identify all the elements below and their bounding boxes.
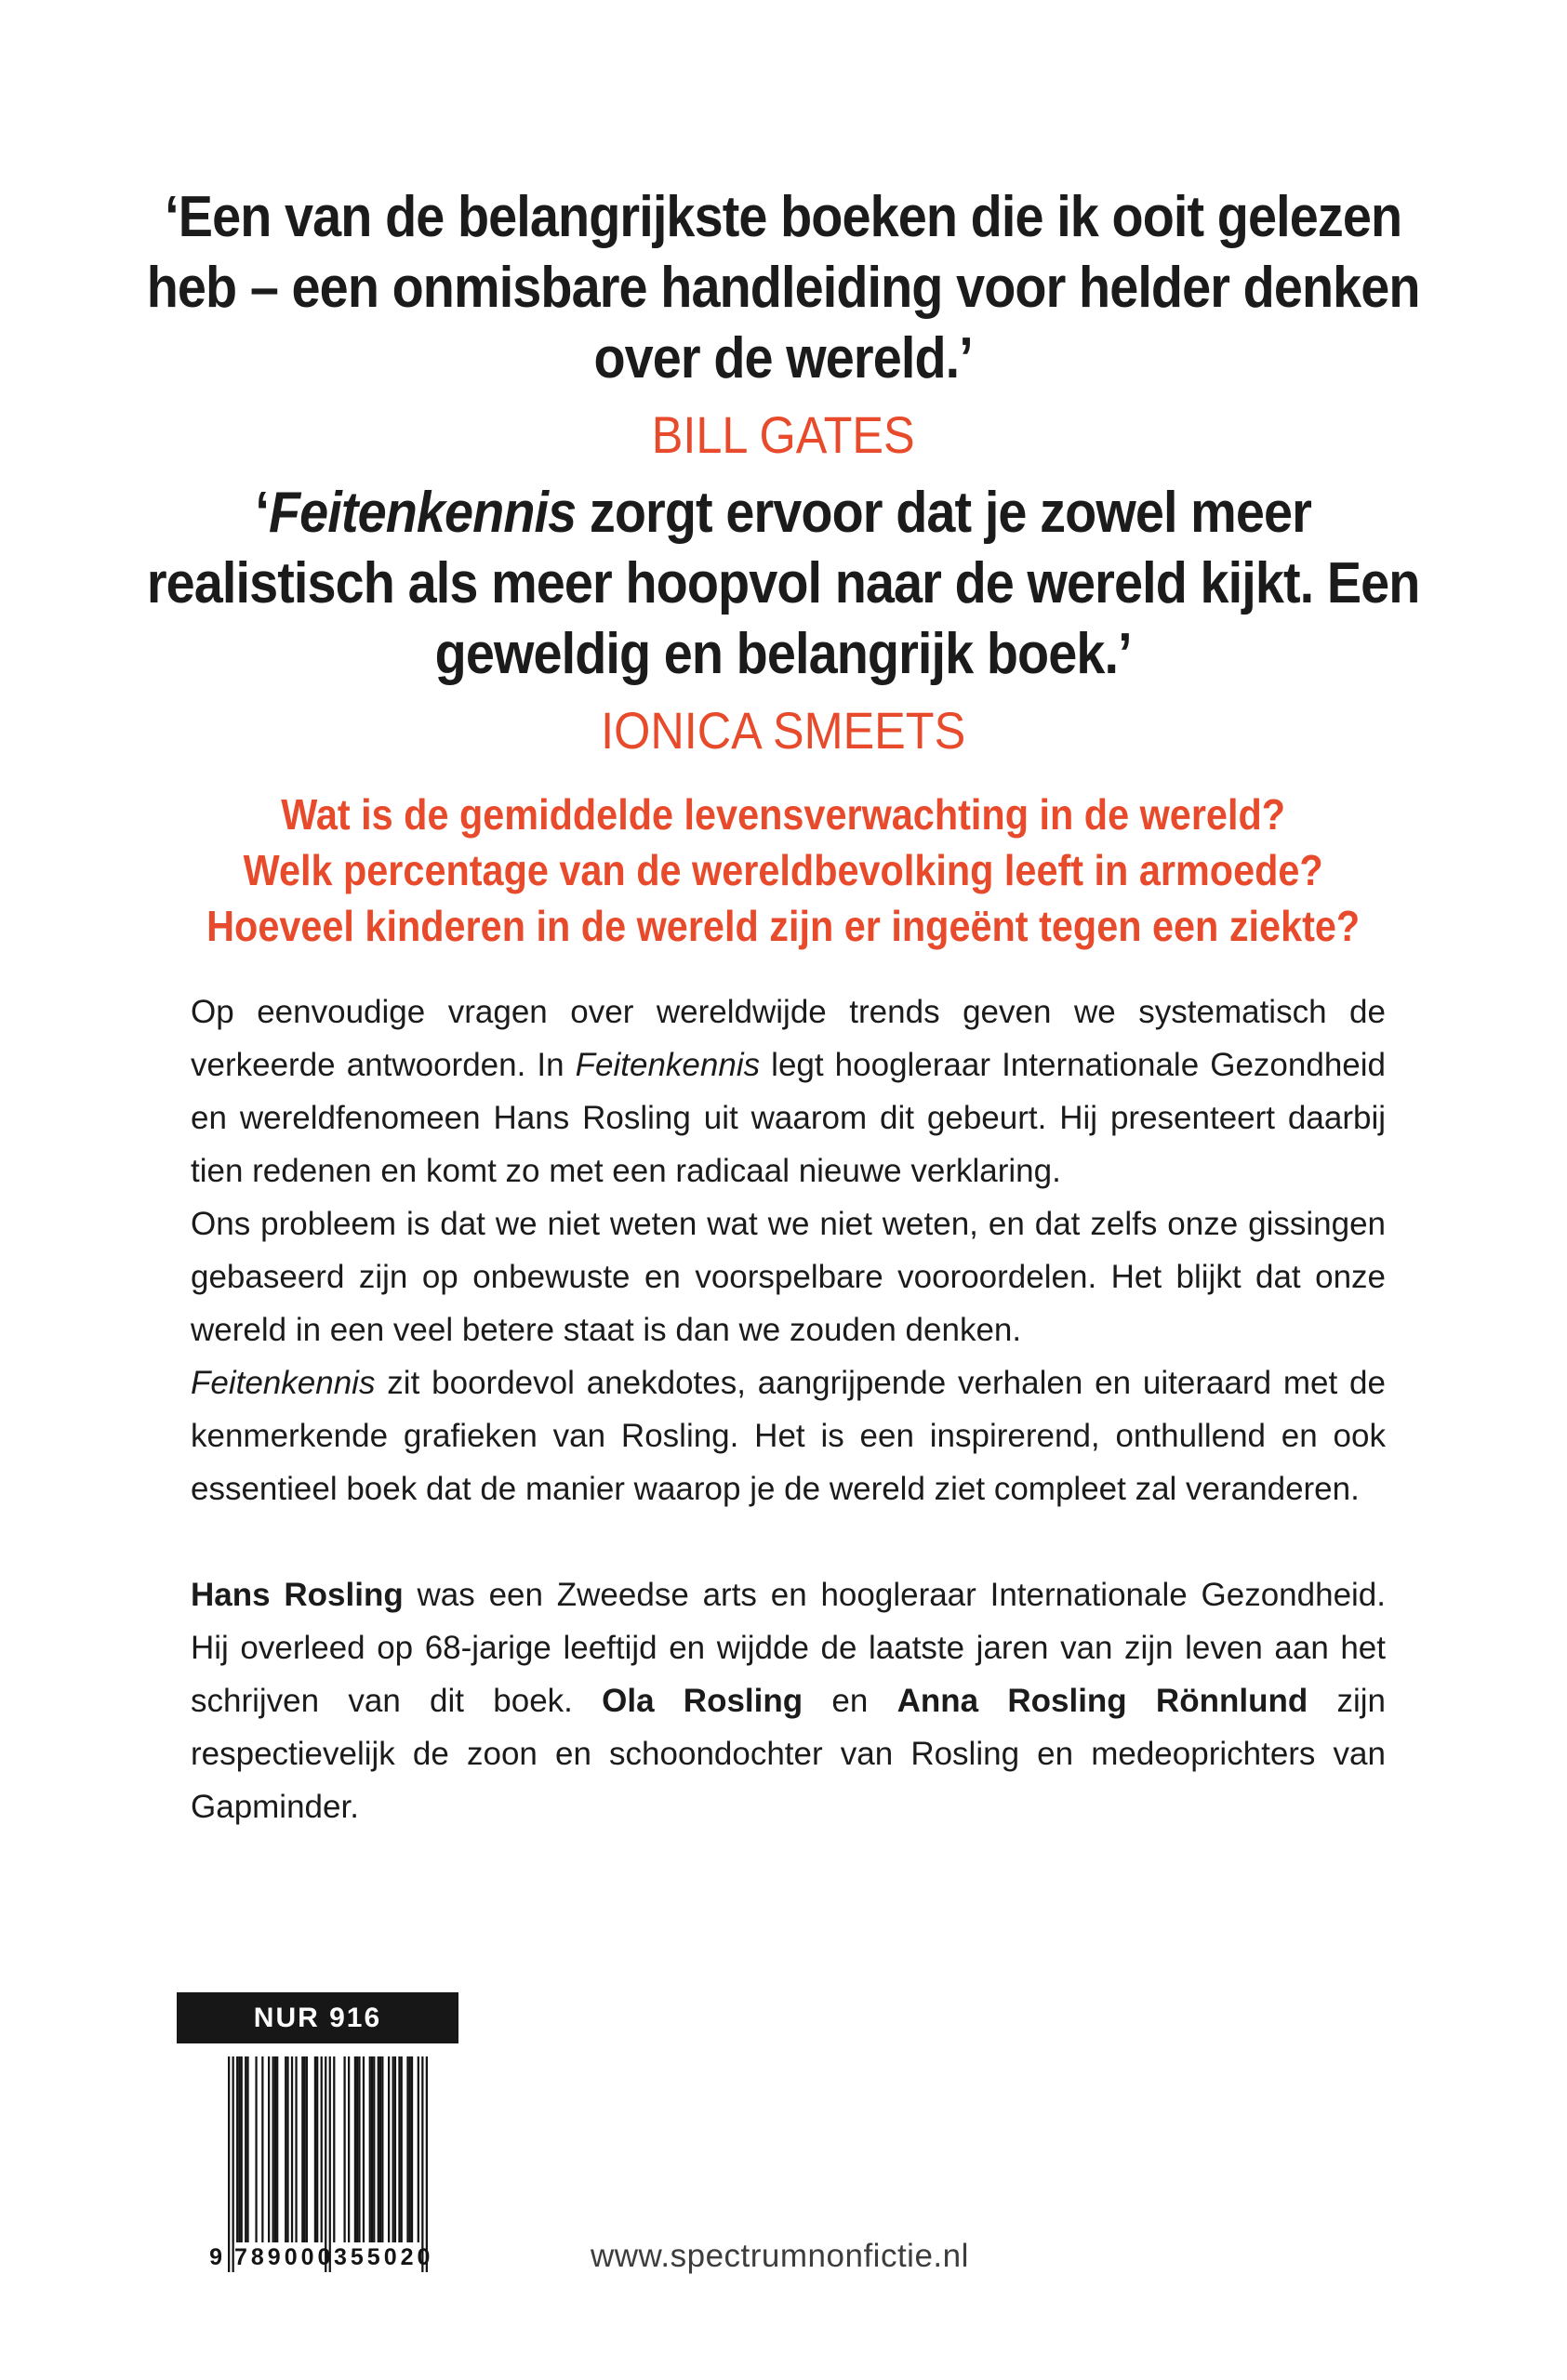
barcode-digit-group-1: 789000	[234, 2244, 335, 2270]
barcode-digits	[209, 2242, 434, 2272]
barcode	[209, 2056, 434, 2272]
quote-text: ‘Een van de belangrijkste boeken die ik ooit gelezen heb – een onmisbare handleiding voor helder denken over de wereld.’	[147, 185, 1420, 390]
quote-text: ‘Feitenkennis zorgt ervoor dat je zowel meer realistisch als meer hoopvol naar de wereld kijkt. Een geweldig en belangrijk boek.’	[147, 481, 1420, 686]
barcode-leading-digit: 9	[209, 2244, 222, 2270]
question-life-expectancy: Wat is de gemiddelde levensverwachting in de wereld?	[281, 790, 1286, 839]
barcode-digit-group-2: 355020	[334, 2244, 434, 2270]
question-poverty: Welk percentage van de wereldbevolking leeft in armoede?	[243, 846, 1324, 894]
quote-attribution: BILL GATES	[652, 405, 915, 464]
quote-bill-gates	[0, 182, 1567, 465]
author-bio: Hans Rosling was een Zweedse arts en hoogleraar Internationale Gezondheid. Hij overleed op 68-jarige leeftijd en wijdde de laatste jaren van zijn leven aan het schrijven van dit boek. Ola Rosling en Anna Rosling Rönnlund zijn respectievelijk de zoon en schoondochter van Rosling en medeoprichters van Gapminder.	[191, 1577, 1386, 1825]
quote-ionica-smeets	[0, 478, 1567, 760]
website-url: www.spectrumnonfictie.nl	[591, 2238, 969, 2274]
question-vaccination: Hoeveel kinderen in de wereld zijn er ingeënt tegen een ziekte?	[206, 902, 1361, 950]
description-paragraph: Ons probleem is dat we niet weten wat we niet weten, en dat zelfs onze gissingen gebaseerd zijn op onbewuste en voorspelbare vooroordelen. Het blijkt dat onze wereld in een veel betere staat is dan we zouden denken.	[191, 1206, 1386, 1348]
barcode-bars	[228, 2056, 434, 2272]
teaser-questions	[0, 787, 1567, 954]
nur-badge	[177, 1992, 458, 2043]
description-paragraph: Op eenvoudige vragen over wereldwijde trends geven we systematisch de verkeerde antwoorden. In Feitenkennis legt hoogleraar Internationale Gezondheid en wereldfenomeen Hans Rosling uit waarom dit gebeurt. Hij presenteert daarbij tien redenen en komt zo met een radicaal nieuwe verklaring.	[191, 994, 1386, 1189]
quote-attribution: IONICA SMEETS	[601, 701, 966, 760]
nur-label: NUR 916	[253, 2002, 382, 2033]
description	[191, 985, 1386, 1833]
description-paragraph: Feitenkennis zit boordevol anekdotes, aangrijpende verhalen en uiteraard met de kenmerkende grafieken van Rosling. Het is een inspirerend, onthullend en ook essentieel boek dat de manier waarop je de wereld ziet compleet zal veranderen.	[191, 1365, 1386, 1507]
